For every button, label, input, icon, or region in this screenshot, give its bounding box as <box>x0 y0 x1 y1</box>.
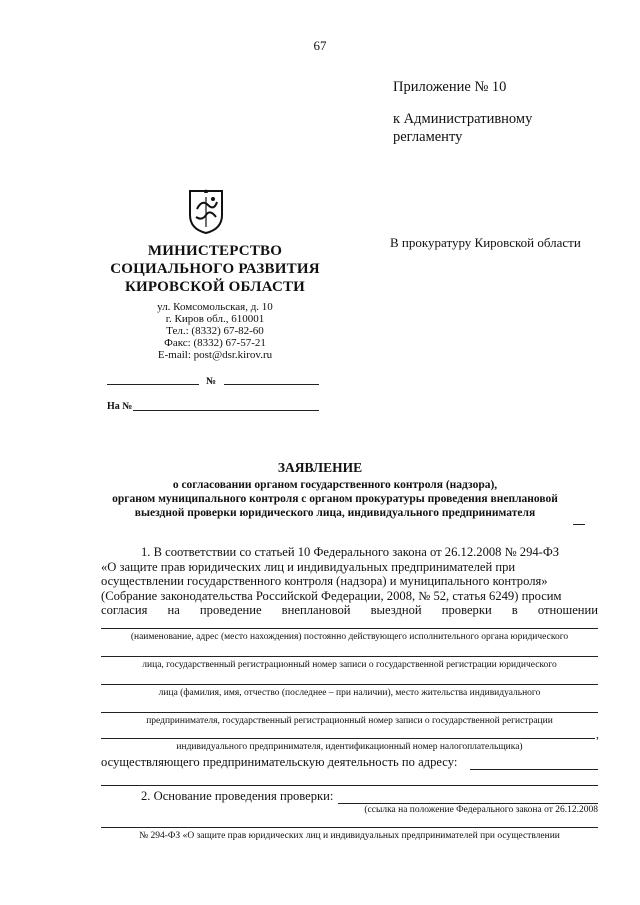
statement-subtitle-1: о согласовании органом государственного контроля (надзора), <box>172 479 498 491</box>
p2-line <box>338 803 598 804</box>
appendix-header <box>393 78 532 146</box>
paragraph-1 <box>101 545 598 618</box>
statement-subtitle-2: органом муниципального контроля с органом прокуратуры проведения внеплановой <box>112 493 558 505</box>
appendix-line-2: к Административному <box>393 111 533 127</box>
fill-line-7 <box>101 827 598 828</box>
reply-number-label: На № <box>107 401 133 412</box>
fill-line-1 <box>101 628 598 629</box>
fill-line-6 <box>101 785 598 786</box>
address-email: E-mail: post@dsr.kirov.ru <box>157 349 273 361</box>
hint-4: предпринимателя, государственный регистрационный номер записи о государственной регистрации <box>146 716 553 726</box>
p1-line-5: согласия на проведение внеплановой выездной проверки в отношении <box>101 603 598 617</box>
ministry-line-1: МИНИСТЕРСТВО <box>147 243 283 259</box>
activity-address-label: осуществляющего предпринимательскую деятельность по адресу: <box>101 755 458 769</box>
statement-subtitle-3: выездной проверки юридического лица, индивидуального предпринимателя <box>134 507 536 519</box>
subtitle-underline <box>573 524 585 525</box>
page-number: 67 <box>313 38 327 53</box>
ministry-line-3: КИРОВСКОЙ ОБЛАСТИ <box>124 279 306 295</box>
ministry-address <box>100 301 330 361</box>
reply-number-line <box>133 410 319 411</box>
p1-line-1: 1. В соответствии со статьей 10 Федерального закона от 26.12.2008 № 294-ФЗ <box>141 545 560 559</box>
address-city: г. Киров обл., 610001 <box>165 313 265 325</box>
fill-line-2 <box>101 656 598 657</box>
p1-line-2: «О защите прав юридических лиц и индивидуальных предпринимателей при <box>101 559 516 574</box>
fill-line-4 <box>101 712 598 713</box>
hint-5: индивидуального предпринимателя, идентификационный номер налогоплательщика) <box>176 742 523 752</box>
fill-line-5 <box>101 738 595 739</box>
reg-number-line <box>224 384 319 385</box>
statement-title: ЗАЯВЛЕНИЕ <box>277 460 363 475</box>
ministry-line-2: СОЦИАЛЬНОГО РАЗВИТИЯ <box>110 261 320 277</box>
reg-date-line <box>107 384 199 385</box>
statement-subtitle <box>85 478 585 520</box>
address-street: ул. Комсомольская, д. 10 <box>157 301 273 313</box>
p2-label: 2. Основание проведения проверки: <box>141 789 334 803</box>
hint-3: лица (фамилия, имя, отчество (последнее – при наличии), место жительства индивидуального <box>158 688 541 698</box>
recipient: В прокуратуру Кировской области <box>390 235 581 250</box>
hint-2: лица, государственный регистрационный номер записи о государственной регистрации юридического <box>142 660 557 670</box>
reg-number-label: № <box>206 376 217 387</box>
p1-line-4: (Собрание законодательства Российской Федерации, 2008, № 52, статья 6249) просим <box>101 588 562 603</box>
hint-6: (ссылка на положение Федерального закона от 26.12.2008 <box>364 805 598 815</box>
hint-7: № 294-ФЗ «О защите прав юридических лиц и индивидуальных предпринимателей при осуществлении <box>139 831 560 841</box>
coat-of-arms-icon <box>186 187 226 235</box>
fill-line-3 <box>101 684 598 685</box>
fill-line-5-comma: , <box>596 727 599 741</box>
ministry-name <box>100 242 330 296</box>
hint-1: (наименование, адрес (место нахождения) постоянно действующего исполнительного органа юридического <box>130 632 569 642</box>
activity-address-line <box>470 769 598 770</box>
appendix-title: Приложение № 10 <box>393 79 507 95</box>
address-phone: Тел.: (8332) 67-82-60 <box>166 325 264 337</box>
p1-line-3: осуществлении государственного контроля (надзора) и муниципального контроля» <box>101 574 548 588</box>
appendix-line-3: регламенту <box>393 129 463 145</box>
address-fax: Факс: (8332) 67-57-21 <box>164 337 266 349</box>
